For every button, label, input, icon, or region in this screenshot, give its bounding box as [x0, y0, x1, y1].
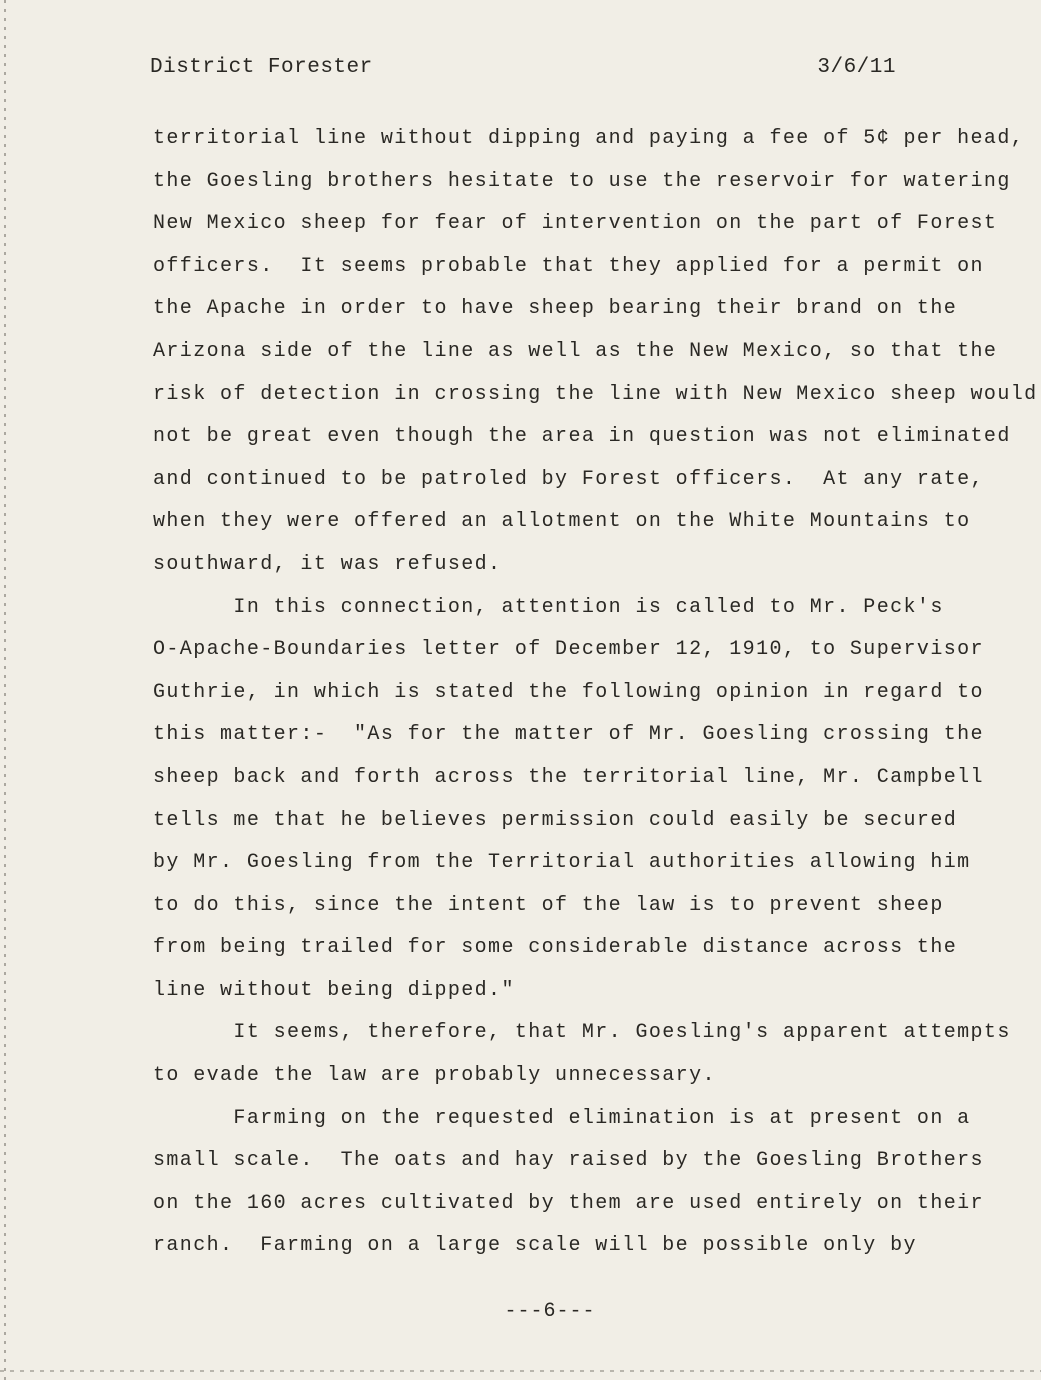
text-line: from being trailed for some considerable distance across the	[153, 936, 958, 960]
text-line: It seems, therefore, that Mr. Goesling's apparent attempts	[153, 1021, 1011, 1045]
text-line: tells me that he believes permission could easily be secured	[153, 808, 958, 832]
text-line: In this connection, attention is called to Mr. Peck's	[153, 595, 944, 619]
letter-body	[153, 118, 1038, 1268]
text-line: small scale. The oats and hay raised by the Goesling Brothers	[153, 1149, 984, 1173]
letter-date: 3/6/11	[817, 56, 896, 79]
text-line: territorial line without dipping and paying a fee of 5¢ per head,	[153, 127, 1025, 150]
page-bottom-edge	[0, 1370, 1041, 1372]
text-line: and continued to be patroled by Forest officers. At any rate,	[153, 467, 984, 491]
addressee: District Forester	[150, 56, 373, 79]
text-line: officers. It seems probable that they applied for a permit on	[153, 254, 984, 278]
text-line: Farming on the requested elimination is at present on a	[153, 1106, 971, 1130]
text-line: by Mr. Goesling from the Territorial authorities allowing him	[153, 851, 971, 875]
letter-header	[150, 56, 896, 90]
text-line: Guthrie, in which is stated the following opinion in regard to	[153, 680, 984, 704]
text-line: the Goesling brothers hesitate to use the reservoir for watering	[153, 169, 1011, 193]
text-line: risk of detection in crossing the line with New Mexico sheep would	[153, 382, 1038, 406]
text-line: O-Apache-Boundaries letter of December 12, 1910, to Supervisor	[153, 638, 984, 662]
text-line: this matter:- "As for the matter of Mr. Goesling crossing the	[153, 723, 984, 747]
page-left-edge	[4, 0, 6, 1380]
text-line: ranch. Farming on a large scale will be possible only by	[153, 1234, 917, 1258]
text-line: on the 160 acres cultivated by them are used entirely on their	[153, 1191, 984, 1215]
text-line: to evade the law are probably unnecessary.	[153, 1064, 716, 1088]
page-number: ---6---	[504, 1300, 596, 1323]
text-line: the Apache in order to have sheep bearing their brand on the	[153, 297, 958, 321]
text-line: Arizona side of the line as well as the New Mexico, so that the	[153, 339, 998, 363]
text-line: to do this, since the intent of the law is to prevent sheep	[153, 893, 944, 917]
text-line: line without being dipped."	[153, 978, 515, 1002]
text-line: when they were offered an allotment on the White Mountains to	[153, 510, 971, 534]
text-line: sheep back and forth across the territorial line, Mr. Campbell	[153, 765, 984, 789]
text-line: southward, it was refused.	[153, 552, 502, 576]
text-line: New Mexico sheep for fear of intervention on the part of Forest	[153, 212, 998, 236]
text-line: not be great even though the area in question was not eliminated	[153, 425, 1011, 449]
